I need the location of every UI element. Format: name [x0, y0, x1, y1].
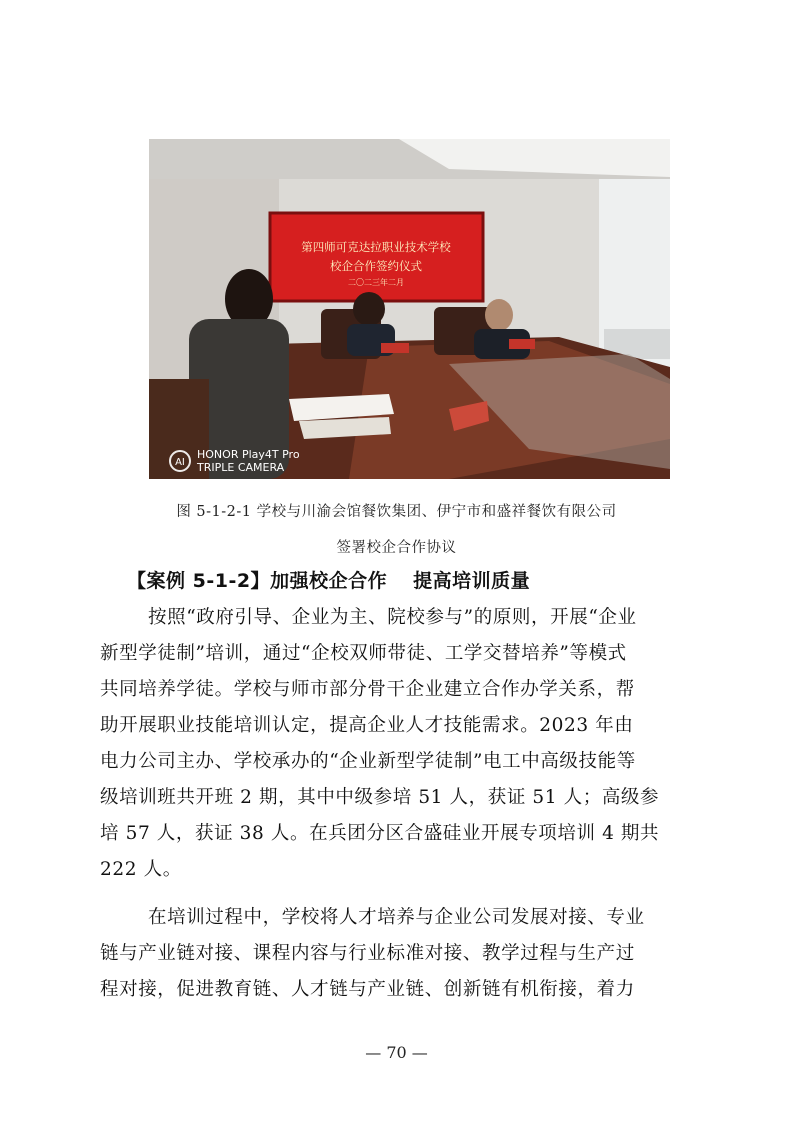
case-title-part1: 加强校企合作: [270, 570, 388, 592]
body-line: 级培训班共开班 2 期，其中中级参培 51 人，获证 51 人；高级参: [100, 787, 660, 808]
figure-caption-line2: 签署校企合作协议: [336, 540, 457, 556]
case-label: 【案例 5-1-2】: [127, 570, 271, 592]
body-line: 培 57 人，获证 38 人。在兵团分区合盛硅业开展专项培训 4 期共: [100, 823, 660, 844]
page-number: — 70 —: [365, 1043, 428, 1062]
screen-title-line2: 校企合作签约仪式: [330, 259, 422, 273]
camera-brand: HONOR Play4T Pro: [197, 448, 300, 461]
case-heading: [127, 566, 530, 593]
body-line: 电力公司主办、学校承办的“企业新型学徒制”电工中高级技能等: [100, 751, 636, 772]
body-line: 助开展职业技能培训认定，提高企业人才技能需求。2023 年由: [100, 715, 634, 736]
body-line: 链与产业链对接、课程内容与行业标准对接、教学过程与生产过: [100, 943, 635, 964]
figure-caption-line1: 图 5-1-2-1 学校与川渝会馆餐饮集团、伊宁市和盛祥餐饮有限公司: [176, 504, 617, 520]
body-line: 222 人。: [100, 859, 182, 880]
body-line: 在培训过程中，学校将人才培养与企业公司发展对接、专业: [148, 907, 645, 928]
screen-title-line1: 第四师可克达拉职业技术学校: [301, 240, 451, 254]
signing-ceremony-photo: [149, 139, 670, 479]
screen-date: 二〇二三年二月: [348, 278, 404, 287]
body-line: 共同培养学徒。学校与师市部分骨干企业建立合作办学关系，帮: [100, 679, 635, 700]
case-title-part2: 提高培训质量: [413, 570, 531, 592]
camera-logo: AI: [175, 457, 185, 468]
body-line: 新型学徒制”培训，通过“企校双师带徒、工学交替培养”等模式: [100, 643, 627, 664]
body-line: 程对接，促进教育链、人才链与产业链、创新链有机衔接，着力: [100, 979, 635, 1000]
camera-type: TRIPLE CAMERA: [197, 461, 285, 474]
body-line: 按照“政府引导、企业为主、院校参与”的原则，开展“企业: [148, 607, 637, 628]
